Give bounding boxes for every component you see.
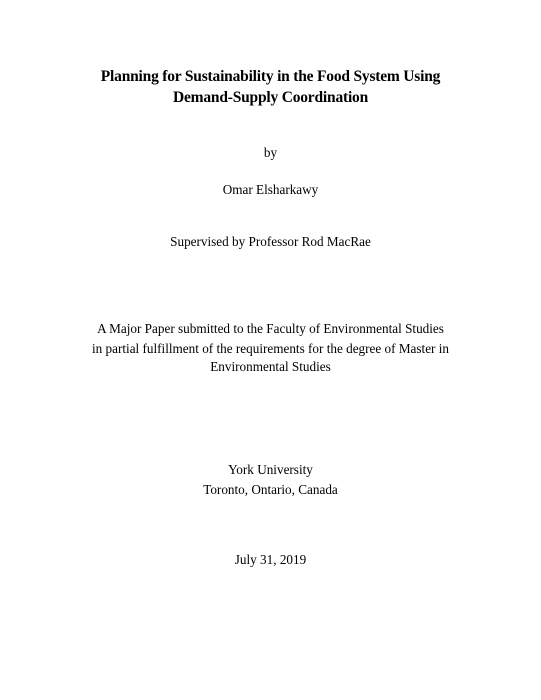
submission-line-2: in partial fulfillment of the requirements for the degree of Master in (91, 341, 450, 356)
author-name: Omar Elsharkawy (222, 182, 319, 197)
paper-title-line-2: Demand-Supply Coordination (172, 89, 369, 106)
supervisor-line: Supervised by Professor Rod MacRae (170, 234, 371, 249)
institution-name: York University (228, 462, 313, 477)
submission-line-3: Environmental Studies (210, 359, 331, 374)
submission-line-1: A Major Paper submitted to the Faculty of Environmental Studies (97, 321, 444, 336)
institution-location: Toronto, Ontario, Canada (203, 482, 338, 497)
paper-title-line-1: Planning for Sustainability in the Food System Using (100, 68, 441, 85)
by-label: by (263, 145, 278, 160)
submission-date: July 31, 2019 (234, 552, 307, 567)
